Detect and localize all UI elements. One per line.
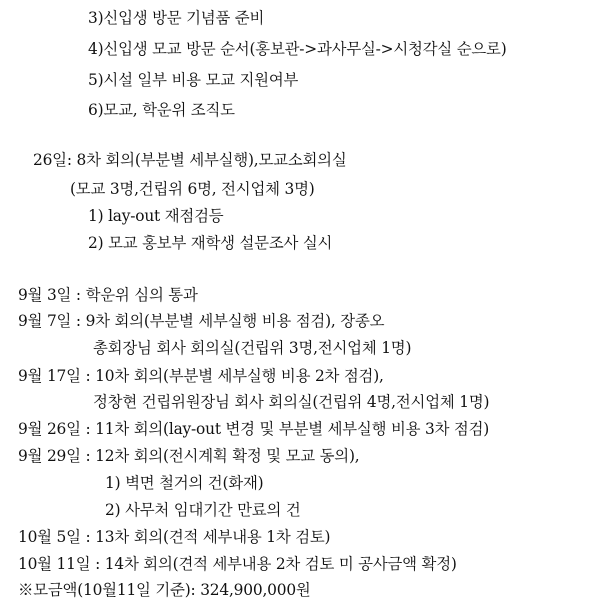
entry-oct-5: 10월 5일 : 13차 회의(견적 세부내용 1차 검토) [18,528,331,546]
item-org-chart: 6)모교, 학운위 조직도 [88,101,235,119]
meeting-8-item-1: 1) lay-out 재점검등 [88,207,224,225]
entry-sep-7: 9월 7일 : 9차 회의(부분별 세부실행 비용 점검), 장종오 [18,312,385,330]
entry-sep-7-location: 총회장님 회사 회의실(건립위 3명,전시업체 1명) [93,339,412,357]
item-souvenir-prep: 3)신입생 방문 기념품 준비 [88,9,265,27]
entry-sep-26: 9월 26일 : 11차 회의(lay-out 변경 및 부분별 세부실행 비용 3차 점검) [18,420,490,438]
entry-sep-3: 9월 3일 : 학운위 심의 통과 [18,286,198,304]
entry-sep-29: 9월 29일 : 12차 회의(전시계획 확정 및 모교 동의), [18,447,360,465]
entry-oct-11: 10월 11일 : 14차 회의(견적 세부내용 2차 검토 미 공사금액 확정) [18,555,457,573]
meeting-8-heading: 26일: 8차 회의(부분별 세부실행),모교소회의실 [33,151,347,169]
item-visit-order: 4)신입생 모교 방문 순서(홍보관->과사무실->시청각실 순으로) [88,40,507,58]
meeting-8-attendees: (모교 3명,건립위 6명, 전시업체 3명) [70,180,315,198]
entry-sep-17: 9월 17일 : 10차 회의(부분별 세부실행 비용 2차 점검), [18,367,384,385]
entry-sep-17-location: 정창현 건립위원장님 회사 회의실(건립위 4명,전시업체 1명) [93,393,490,411]
entry-sep-29-item-2: 2) 사무처 임대기간 만료의 건 [105,501,301,519]
entry-sep-29-item-1: 1) 벽면 철거의 건(화재) [105,474,264,492]
fundraising-total: ※모금액(10월11일 기준): 324,900,000원 [18,581,311,599]
meeting-8-item-2: 2) 모교 홍보부 재학생 설문조사 실시 [88,234,333,252]
item-cost-support: 5)시설 일부 비용 모교 지원여부 [88,71,299,89]
